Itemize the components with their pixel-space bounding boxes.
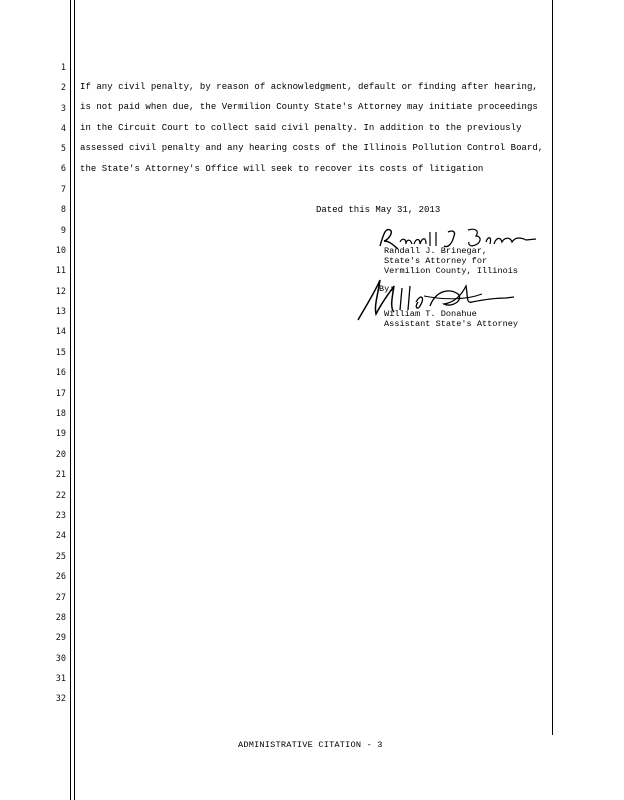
line-number: 11 <box>55 266 66 276</box>
line-number: 22 <box>55 491 66 501</box>
line-number: 25 <box>55 552 66 562</box>
date-line: Dated this May 31, 2013 <box>316 205 441 215</box>
body-text-line: assessed civil penalty and any hearing costs of the Illinois Pollution Control Board, <box>80 143 544 153</box>
line-number: 10 <box>55 246 66 256</box>
body-text-line: in the Circuit Court to collect said civil penalty. In addition to the previously <box>80 123 522 133</box>
page-footer: ADMINISTRATIVE CITATION - 3 <box>238 740 383 750</box>
line-number: 8 <box>60 205 66 215</box>
by-label: By: <box>379 284 395 294</box>
line-number: 12 <box>55 287 66 297</box>
signatory-2-name: William T. Donahue <box>384 309 477 319</box>
line-number: 6 <box>60 164 66 174</box>
signatory-1-name: Randall J. Brinegar, <box>384 246 488 256</box>
line-number: 2 <box>60 83 66 93</box>
signatory-1-county: Vermilion County, Illinois <box>384 266 519 276</box>
line-number: 15 <box>55 348 66 358</box>
line-number: 29 <box>55 633 66 643</box>
body-text-line: is not paid when due, the Vermilion County State's Attorney may initiate proceedings <box>80 102 538 112</box>
line-number: 14 <box>55 327 66 337</box>
line-number: 19 <box>55 429 66 439</box>
line-number: 26 <box>55 572 66 582</box>
line-number: 1 <box>60 63 66 73</box>
signatory-2-title: Assistant State's Attorney <box>384 319 519 329</box>
line-number: 21 <box>55 470 66 480</box>
line-number: 13 <box>55 307 66 317</box>
line-number: 32 <box>55 694 66 704</box>
body-text-line: If any civil penalty, by reason of acknowledgment, default or finding after hearing, <box>80 82 538 92</box>
line-number: 20 <box>55 450 66 460</box>
line-number: 5 <box>60 144 66 154</box>
line-number: 7 <box>60 185 66 195</box>
line-number: 18 <box>55 409 66 419</box>
line-number: 16 <box>55 368 66 378</box>
line-number: 24 <box>55 531 66 541</box>
left-margin-rule-inner <box>74 0 75 800</box>
line-number: 4 <box>60 124 66 134</box>
line-number: 23 <box>55 511 66 521</box>
line-number: 30 <box>55 654 66 664</box>
body-text-line: the State's Attorney's Office will seek to recover its costs of litigation <box>80 164 484 174</box>
line-number: 17 <box>55 389 66 399</box>
signatory-1-title: State's Attorney for <box>384 256 488 266</box>
line-number: 31 <box>55 674 66 684</box>
left-margin-rule <box>70 0 71 800</box>
line-number: 9 <box>60 226 66 236</box>
right-margin-rule <box>552 0 553 735</box>
line-number: 3 <box>60 104 66 114</box>
line-number: 27 <box>55 593 66 603</box>
line-number: 28 <box>55 613 66 623</box>
